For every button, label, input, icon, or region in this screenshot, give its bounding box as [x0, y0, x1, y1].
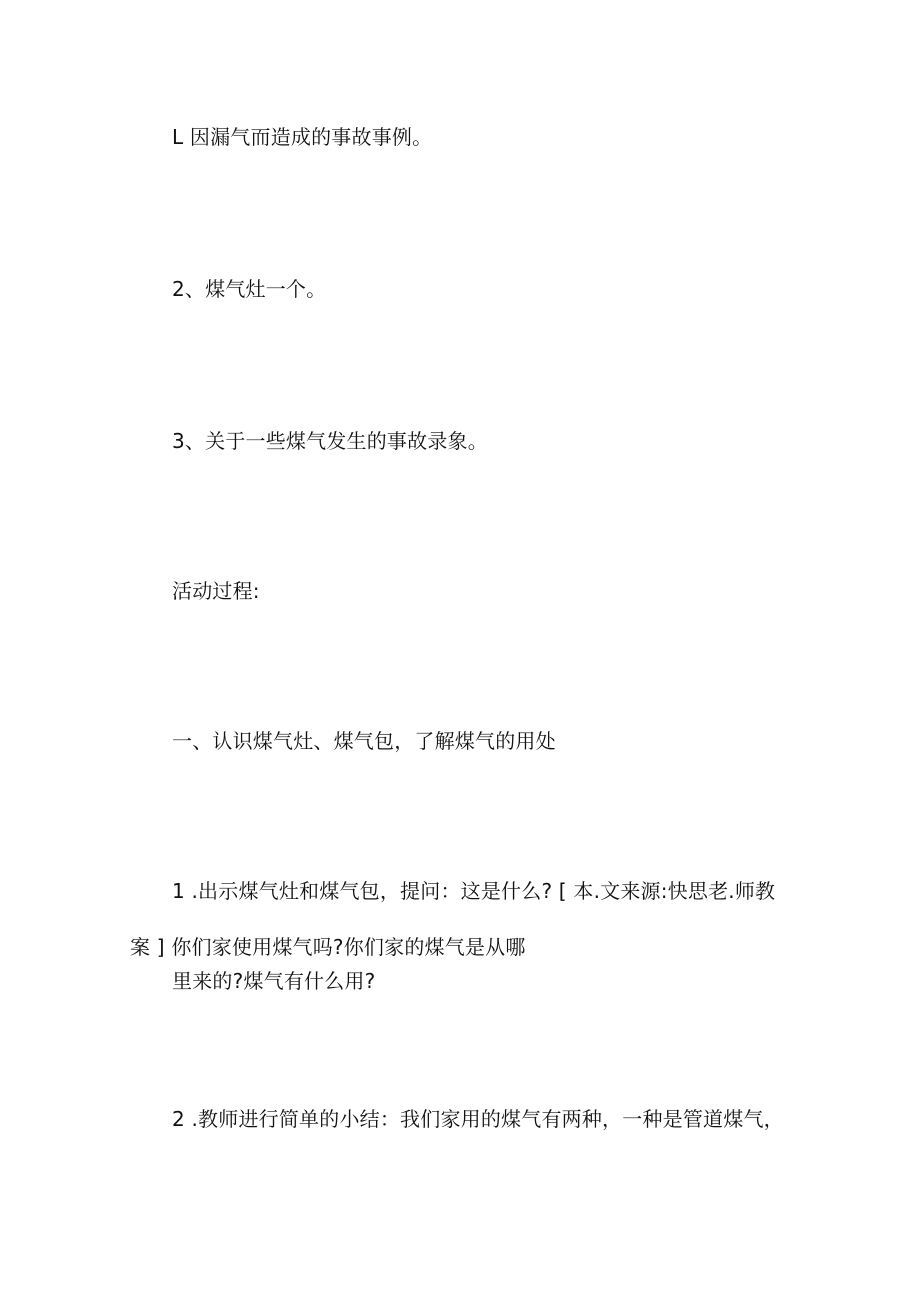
step-1-line-2: 案 ] 你们家使用煤气吗?你们家的煤气是从哪	[130, 935, 526, 959]
material-item-1: L 因漏气而造成的事故事例。	[172, 125, 433, 149]
material-item-3: 3、关于一些煤气发生的事故录象。	[172, 429, 488, 453]
step-1-line-3: 里来的?煤气有什么用?	[172, 969, 376, 993]
section-one-heading: 一、认识煤气灶、煤气包，了解煤气的用处	[172, 729, 556, 753]
step-2-line-1: 2 .教师进行简单的小结：我们家用的煤气有两种，一种是管道煤气，	[172, 1107, 784, 1131]
process-heading: 活动过程:	[172, 579, 260, 603]
step-1-line-1: 1 .出示煤气灶和煤气包，提问：这是什么? [ 本.文来源:快思老.师教	[172, 879, 776, 903]
material-item-2: 2、煤气灶一个。	[172, 277, 327, 301]
